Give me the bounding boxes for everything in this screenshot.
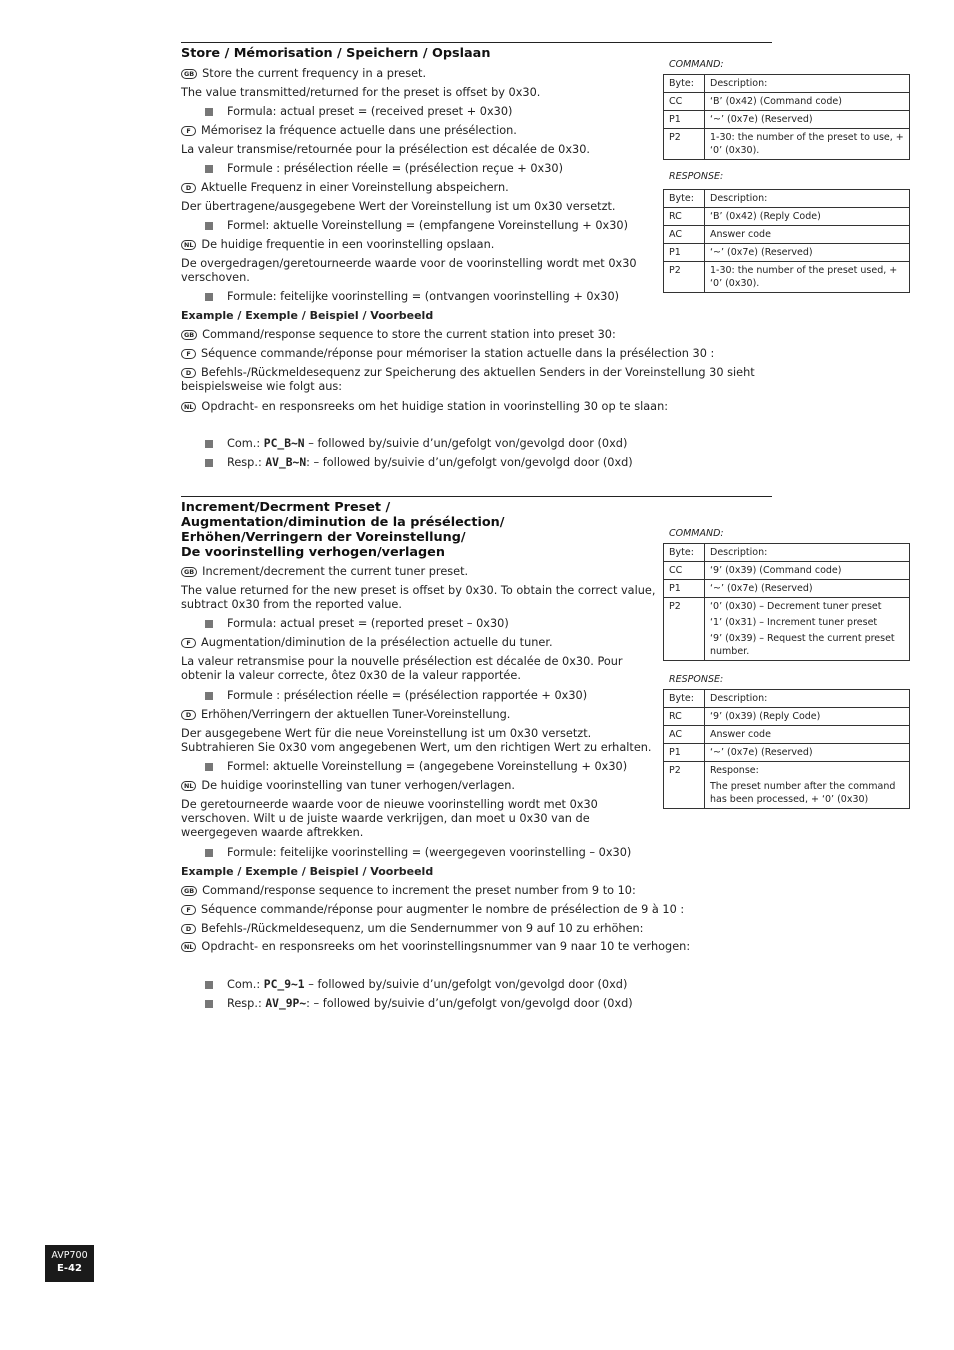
gb-flag-icon: GB	[181, 69, 197, 79]
example-gb: GB Command/response sequence to store the current station into preset 30:	[181, 328, 661, 342]
response-code: AV_B~N	[265, 456, 307, 469]
bullet-icon	[205, 459, 213, 467]
response-table	[663, 189, 910, 293]
response-code: AV_9P~	[265, 997, 307, 1010]
table-row: P2 ‘0’ (0x30) – Decrement tuner preset ‘1’ (0x31) – Increment tuner preset ‘9’ (0x39) – Request the current preset number.	[664, 598, 910, 661]
table-row: P1 ‘~’ (0x7e) (Reserved)	[664, 244, 910, 262]
page-number: E-42	[57, 1263, 82, 1274]
nl-text: De overgedragen/geretourneerde waarde voor de voorinstelling wordt met 0x30 verschoven.	[181, 257, 637, 285]
example-nl: NL Opdracht- en responsreeks om het huidige station in voorinstelling 30 op te slaan:	[181, 400, 661, 414]
example-f: F Séquence commande/réponse pour augmenter le nombre de présélection de 9 à 10 :	[181, 903, 661, 917]
nl-description: NL De huidige voorinstelling van tuner verhogen/verlagen.	[181, 779, 661, 793]
d-flag-icon: D	[181, 183, 196, 193]
bullet-icon	[205, 849, 213, 857]
bullet-icon	[205, 981, 213, 989]
bullet-icon	[205, 108, 213, 116]
d-text: Der übertragene/ausgegebene Wert der Voreinstellung ist um 0x30 versetzt.	[181, 200, 616, 213]
f-text: La valeur retransmise pour la nouvelle présélection est décalée de 0x30. Pour obtenir la valeur correcte, ôtez 0x30 de la valeur rapportée.	[181, 655, 623, 683]
d-text: Der ausgegebene Wert für die neue Voreinstellung ist um 0x30 versetzt. Subtrahieren Sie 0x30 vom angegebenen Wert, um den richtigen Wert zu erhalten.	[181, 727, 652, 755]
table-row: RC ‘B’ (0x42) (Reply Code)	[664, 208, 910, 226]
section-title: Store / Mémorisation / Speichern / Opslaan	[181, 46, 491, 61]
example-f: F Séquence commande/réponse pour mémoriser la station actuelle dans la présélection 30 :	[181, 347, 761, 361]
f-flag-icon: F	[181, 349, 196, 359]
f-text: La valeur transmise/retournée pour la présélection est décalée de 0x30.	[181, 143, 590, 156]
example-nl: NL Opdracht- en responsreeks om het voorinstellingsnummer van 9 naar 10 te verhogen:	[181, 940, 661, 954]
gb-flag-icon: GB	[181, 330, 197, 340]
command-table	[663, 74, 910, 160]
model-name: AVP700	[51, 1250, 88, 1261]
example-d: D Befehls-/Rückmeldesequenz zur Speicherung des aktuellen Senders in der Voreinstellung 30 sieht beispielsweise wie folgt aus:	[181, 366, 755, 394]
command-caption: COMMAND:	[669, 59, 724, 70]
bullet-icon	[205, 620, 213, 628]
nl-flag-icon: NL	[181, 781, 196, 791]
bullet-icon	[205, 222, 213, 230]
nl-text: De geretourneerde waarde voor de nieuwe voorinstelling wordt met 0x30 verschoven. Wilt u de juiste waarde verkrijgen, dan moet u 0x30 van de weergegeven waarde aftrekken.	[181, 798, 598, 840]
nl-flag-icon: NL	[181, 402, 196, 412]
table-row: P1 ‘~’ (0x7e) (Reserved)	[664, 744, 910, 762]
gb-text: The value returned for the new preset is offset by 0x30. To obtain the correct value, subtract 0x30 from the reported value.	[181, 584, 656, 612]
bullet-icon	[205, 1000, 213, 1008]
bullet-icon	[205, 165, 213, 173]
example-heading: Example / Exemple / Beispiel / Voorbeeld	[181, 309, 434, 322]
table-row: CC ‘B’ (0x42) (Command code)	[664, 93, 910, 111]
page-footer-tab	[45, 1245, 94, 1282]
gb-description: GB Increment/decrement the current tuner preset.	[181, 565, 661, 579]
d-flag-icon: D	[181, 368, 196, 378]
response-caption: RESPONSE:	[669, 171, 724, 182]
example-d: D Befehls-/Rückmeldesequenz, um die Sendernummer von 9 auf 10 zu erhöhen:	[181, 922, 661, 936]
table-row: Byte: Description:	[664, 190, 910, 208]
section-rule	[181, 42, 772, 43]
d-flag-icon: D	[181, 924, 196, 934]
f-description: F Augmentation/diminution de la présélection actuelle du tuner.	[181, 636, 661, 650]
bullet-icon	[205, 763, 213, 771]
table-row: P2 1-30: the number of the preset to use, + ‘0’ (0x30).	[664, 129, 910, 160]
gb-text: The value transmitted/returned for the preset is offset by 0x30.	[181, 86, 541, 99]
bullet-icon	[205, 440, 213, 448]
d-flag-icon: D	[181, 710, 196, 720]
command-code: PC_B~N	[263, 437, 305, 450]
f-flag-icon: F	[181, 638, 196, 648]
table-row: RC ‘9’ (0x39) (Reply Code)	[664, 708, 910, 726]
nl-flag-icon: NL	[181, 942, 196, 952]
table-row: Byte: Description:	[664, 690, 910, 708]
section-title: Increment/Decrment Preset / Augmentation/diminution de la présélection/ Erhöhen/Verringern der Voreinstellung/ De voorinstelling verhogen/verlagen	[181, 500, 505, 560]
response-table	[663, 689, 910, 809]
command-table	[663, 543, 910, 661]
table-row: AC Answer code	[664, 726, 910, 744]
f-flag-icon: F	[181, 126, 196, 136]
d-description: D Aktuelle Frequenz in einer Voreinstellung abspeichern.	[181, 181, 661, 195]
f-description: F Mémorisez la fréquence actuelle dans une présélection.	[181, 124, 661, 138]
table-row: P2 Response: The preset number after the command has been processed, + ‘0’ (0x30)	[664, 762, 910, 809]
example-gb: GB Command/response sequence to increment the preset number from 9 to 10:	[181, 884, 661, 898]
table-row: AC Answer code	[664, 226, 910, 244]
nl-flag-icon: NL	[181, 240, 196, 250]
table-row: CC ‘9’ (0x39) (Command code)	[664, 562, 910, 580]
table-row: P1 ‘~’ (0x7e) (Reserved)	[664, 111, 910, 129]
nl-description: NL De huidige frequentie in een voorinstelling opslaan.	[181, 238, 661, 252]
command-code: PC_9~1	[263, 978, 305, 991]
gb-flag-icon: GB	[181, 567, 197, 577]
bullet-icon	[205, 293, 213, 301]
f-flag-icon: F	[181, 905, 196, 915]
table-row: Byte: Description:	[664, 544, 910, 562]
table-row: Byte: Description:	[664, 75, 910, 93]
response-caption: RESPONSE:	[669, 674, 724, 685]
table-row: P2 1-30: the number of the preset used, + ‘0’ (0x30).	[664, 262, 910, 293]
command-caption: COMMAND:	[669, 528, 724, 539]
bullet-icon	[205, 692, 213, 700]
section-rule	[181, 496, 772, 497]
example-heading: Example / Exemple / Beispiel / Voorbeeld	[181, 865, 434, 878]
gb-description: GB Store the current frequency in a preset.	[181, 67, 661, 81]
gb-flag-icon: GB	[181, 886, 197, 896]
table-row: P1 ‘~’ (0x7e) (Reserved)	[664, 580, 910, 598]
d-description: D Erhöhen/Verringern der aktuellen Tuner-Voreinstellung.	[181, 708, 661, 722]
